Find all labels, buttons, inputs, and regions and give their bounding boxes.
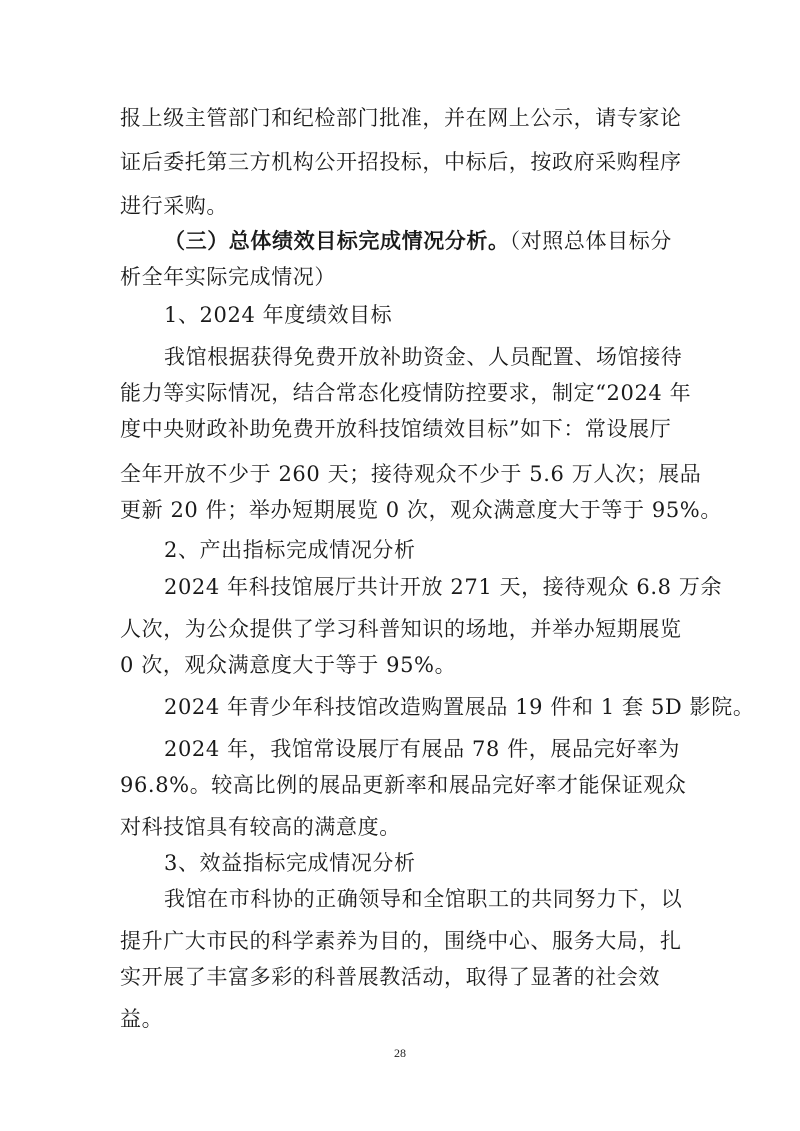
subsection-1-heading: 1、2024 年度绩效目标 <box>164 303 393 327</box>
paragraph-line: 益。 <box>120 1007 164 1031</box>
paragraph-line: 提升广大市民的科学素养为目的，围绕中心、服务大局，扎 <box>120 929 682 953</box>
paragraph-line: 2024 年青少年科技馆改造购置展品 19 件和 1 套 5D 影院。 <box>164 695 755 719</box>
paragraph-line: 更新 20 件；举办短期展览 0 次，观众满意度大于等于 95%。 <box>120 498 722 522</box>
paragraph-line: 96.8%。较高比例的展品更新率和展品完好率才能保证观众 <box>120 773 687 797</box>
paragraph-line: 能力等实际情况，结合常态化疫情防控要求，制定“2024 年 <box>120 381 692 405</box>
paragraph-line: 实开展了丰富多彩的科普展教活动，取得了显著的社会效 <box>120 965 660 989</box>
page-number: 28 <box>394 1046 406 1060</box>
paragraph-line: 我馆在市科协的正确领导和全馆职工的共同努力下，以 <box>164 887 683 911</box>
subsection-3-heading: 3、效益指标完成情况分析 <box>164 851 416 875</box>
subsection-2-heading: 2、产出指标完成情况分析 <box>164 538 416 562</box>
paragraph-line: 报上级主管部门和纪检部门批准，并在网上公示，请专家论 <box>120 106 682 130</box>
paragraph-line: 2024 年，我馆常设展厅有展品 78 件，展品完好率为 <box>164 737 680 761</box>
paragraph-line: 0 次，观众满意度大于等于 95%。 <box>120 653 457 677</box>
paragraph-line: 我馆根据获得免费开放补助资金、人员配置、场馆接待 <box>164 345 683 369</box>
paragraph-line: 进行采购。 <box>120 194 228 218</box>
paragraph-line: 度中央财政补助免费开放科技馆绩效目标”如下：常设展厅 <box>120 417 672 441</box>
section-heading-line <box>164 226 690 256</box>
paragraph-line: 人次，为公众提供了学习科普知识的场地，并举办短期展览 <box>120 617 682 641</box>
paragraph-line: 对科技馆具有较高的满意度。 <box>120 815 401 839</box>
paragraph-line: 证后委托第三方机构公开招投标，中标后，按政府采购程序 <box>120 150 682 174</box>
paragraph-line: 全年开放不少于 260 天；接待观众不少于 5.6 万人次；展品 <box>120 462 702 486</box>
section-3-note: （对照总体目标分 <box>509 229 672 253</box>
section-3-heading: （三）总体绩效目标完成情况分析。 <box>164 228 510 253</box>
paragraph-line: 2024 年科技馆展厅共计开放 271 天，接待观众 6.8 万余 <box>164 575 723 599</box>
paragraph-line: 析全年实际完成情况） <box>120 265 336 289</box>
